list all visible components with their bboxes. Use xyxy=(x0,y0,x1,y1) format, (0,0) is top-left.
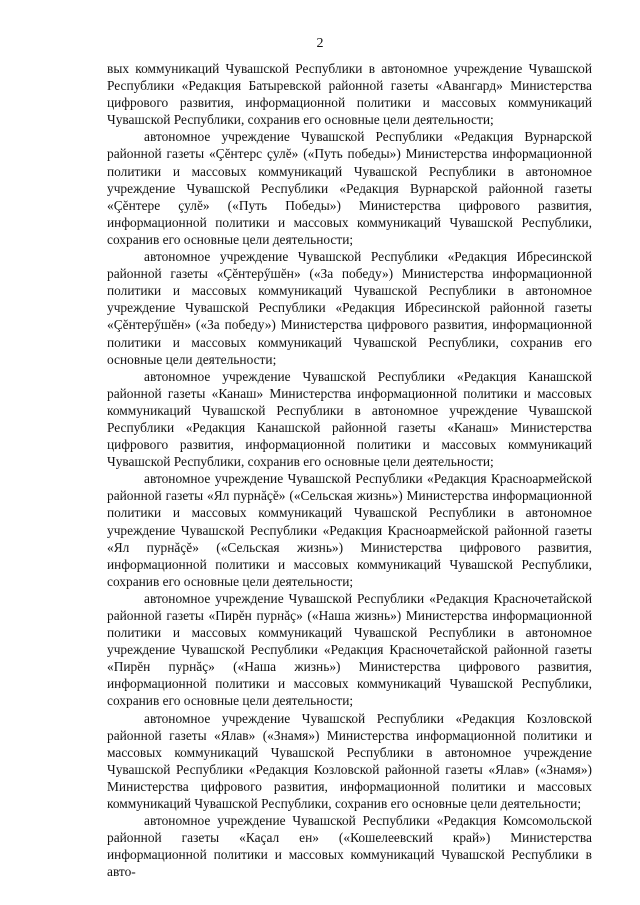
paragraph-kozlovka: автономное учреждение Чувашской Республики «Редакция Козловской районной газеты «Ялав» («Знамя») Министерства информационной политики и массовых коммуникаций Чувашской Республики в автономное учреждение Чувашской Республики «Редакция Козловской районной газеты «Ялав» («Знамя») Министерства цифрового развития, информационной политики и массовых коммуникаций Чувашской Республики, сохранив его основные цели деятельности; xyxy=(107,710,592,812)
page-number: 2 xyxy=(316,36,324,51)
paragraph-ibresi: автономное учреждение Чувашской Республики «Редакция Ибресинской районной газеты «Çĕнтерӳшĕн» («За победу») Министерства информационной политики и массовых коммуникаций Чувашской Республики в автономное учреждение Чувашской Республики «Редакция Ибресинской районной газеты «Çĕнтерӳшĕн» («За победу») Министерства цифрового развития, информационной политики и массовых коммуникаций Чувашской Республики, сохранив его основные цели деятельности; xyxy=(107,249,592,367)
paragraph-vurnary: автономное учреждение Чувашской Республики «Редакция Вурнарской районной газеты «Çĕнтерс çулĕ» («Путь победы») Министерства информационной политики и массовых коммуникаций Чувашской Республики в автономное учреждение Чувашской Республики «Редакция Вурнарской районной газеты «Çĕнтере çулĕ» («Путь Победы») Министерства цифрового развития, информационной политики и массовых коммуникаций Чувашской Республики, сохранив его основные цели деятельности; xyxy=(107,129,592,247)
paragraph-krasnye-chetai: автономное учреждение Чувашской Республики «Редакция Красночетайской районной газеты «Пирĕн пурнăç» («Наша жизнь») Министерства информационной политики и массовых коммуникаций Чувашской Республики в автономное учреждение Чувашской Республики «Редакция Красночетайской районной газеты «Пирĕн пурнăç» («Наша жизнь») Министерства цифрового развития, информационной политики и массовых коммуникаций Чувашской Республики, сохранив его основные цели деятельности; xyxy=(107,590,592,709)
paragraph-kanash: автономное учреждение Чувашской Республики «Редакция Канашской районной газеты «Канаш» Министерства информационной политики и массовых коммуникаций Чувашской Республики в автономное учреждение Чувашской Республики «Редакция Канашской районной газеты «Канаш» Министерства цифрового развития, информационной политики и массовых коммуникаций Чувашской Республики, сохранив его основные цели деятельности; xyxy=(107,368,592,470)
paragraph-continuation: вых коммуникаций Чувашской Республики в автономное учреждение Чувашской Республики «Редакция Батыревской районной газеты «Авангард» Министерства цифрового развития, информационной политики и массовых коммуникаций Чувашской Республики, сохранив его основные цели деятельности; xyxy=(107,61,592,128)
paragraph-komsomolskoe: автономное учреждение Чувашской Республики «Редакция Комсомольской районной газеты «Каçал ен» («Кошелеевский край») Министерства информационной политики и массовых коммуникаций Чувашской Республики в авто- xyxy=(107,813,592,880)
document-body xyxy=(107,60,592,881)
paragraph-krasnoarmeyskoe: автономное учреждение Чувашской Республики «Редакция Красноармейской районной газеты «Ял пурнăçĕ» («Сельская жизнь») Министерства информационной политики и массовых коммуникаций Чувашской Республики в автономное учреждение Чувашской Республики «Редакция Красноармейской районной газеты «Ял пурнăçĕ» («Сельская жизнь») Министерства цифрового развития, информационной политики и массовых коммуникаций Чувашской Республики, сохранив его основные цели деятельности; xyxy=(107,471,592,589)
